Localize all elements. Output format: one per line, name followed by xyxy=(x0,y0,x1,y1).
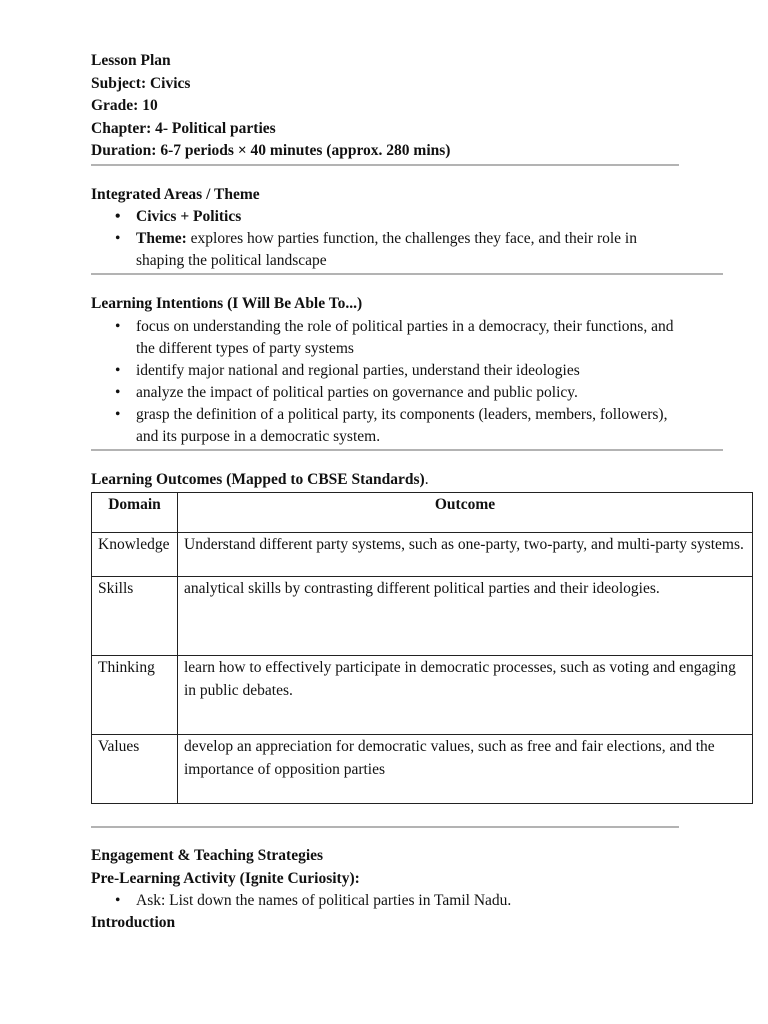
list-item: • identify major national and regional parties, understand their ideologies xyxy=(136,360,681,382)
chapter-line: Chapter: 4- Political parties xyxy=(91,119,276,137)
list-item: • Ask: List down the names of political parties in Tamil Nadu. xyxy=(136,890,753,912)
prelearning-list xyxy=(91,890,753,912)
domain-cell: Thinking xyxy=(92,656,178,735)
divider xyxy=(91,273,723,275)
domain-column-header: Domain xyxy=(92,493,178,533)
domain-cell: Values xyxy=(92,735,178,804)
outcomes-table xyxy=(91,492,753,804)
outcomes-heading: Learning Outcomes (Mapped to CBSE Standards). xyxy=(91,470,429,488)
engagement-heading: Engagement & Teaching Strategies xyxy=(91,847,324,864)
table-row xyxy=(92,577,753,656)
outcome-column-header: Outcome xyxy=(178,493,753,533)
outcome-cell: learn how to effectively participate in democratic processes, such as voting and engaging in public debates. xyxy=(178,656,753,735)
table-header-row xyxy=(92,493,753,533)
list-item: • Theme: explores how parties function, the challenges they face, and their role in shaping the political landscape xyxy=(136,228,676,272)
table-row xyxy=(92,656,753,735)
introduction-heading: Introduction xyxy=(91,914,176,931)
table-row xyxy=(92,533,753,577)
list-item: • focus on understanding the role of political parties in a democracy, their functions, and the different types of party systems xyxy=(136,316,681,360)
table-row xyxy=(92,735,753,804)
intentions-heading: Learning Intentions (I Will Be Able To...) xyxy=(91,295,363,312)
document-page xyxy=(91,50,753,935)
divider xyxy=(91,826,679,828)
divider xyxy=(91,164,679,166)
divider xyxy=(91,449,723,451)
integrated-heading: Integrated Areas / Theme xyxy=(91,185,260,203)
domain-cell: Knowledge xyxy=(92,533,178,577)
outcome-cell: analytical skills by contrasting different political parties and their ideologies. xyxy=(178,577,753,656)
list-item: • grasp the definition of a political party, its components (leaders, members, followers), and its purpose in a democratic system. xyxy=(136,404,681,448)
prelearning-heading: Pre-Learning Activity (Ignite Curiosity): xyxy=(91,869,360,887)
list-item: • Civics + Politics xyxy=(136,206,753,228)
grade-line: Grade: 10 xyxy=(91,97,158,114)
doc-title: Lesson Plan xyxy=(91,52,171,69)
domain-cell: Skills xyxy=(92,577,178,656)
subject-line: Subject: Civics xyxy=(91,74,191,92)
outcome-cell: Understand different party systems, such as one-party, two-party, and multi-party systems. xyxy=(178,533,753,577)
integrated-list xyxy=(91,206,753,272)
list-item: • analyze the impact of political parties on governance and public policy. xyxy=(136,382,681,404)
outcome-cell: develop an appreciation for democratic values, such as free and fair elections, and the importance of opposition parties xyxy=(178,735,753,804)
intentions-list xyxy=(91,316,681,448)
duration-line: Duration: 6-7 periods × 40 minutes (approx. 280 mins) xyxy=(91,142,451,159)
